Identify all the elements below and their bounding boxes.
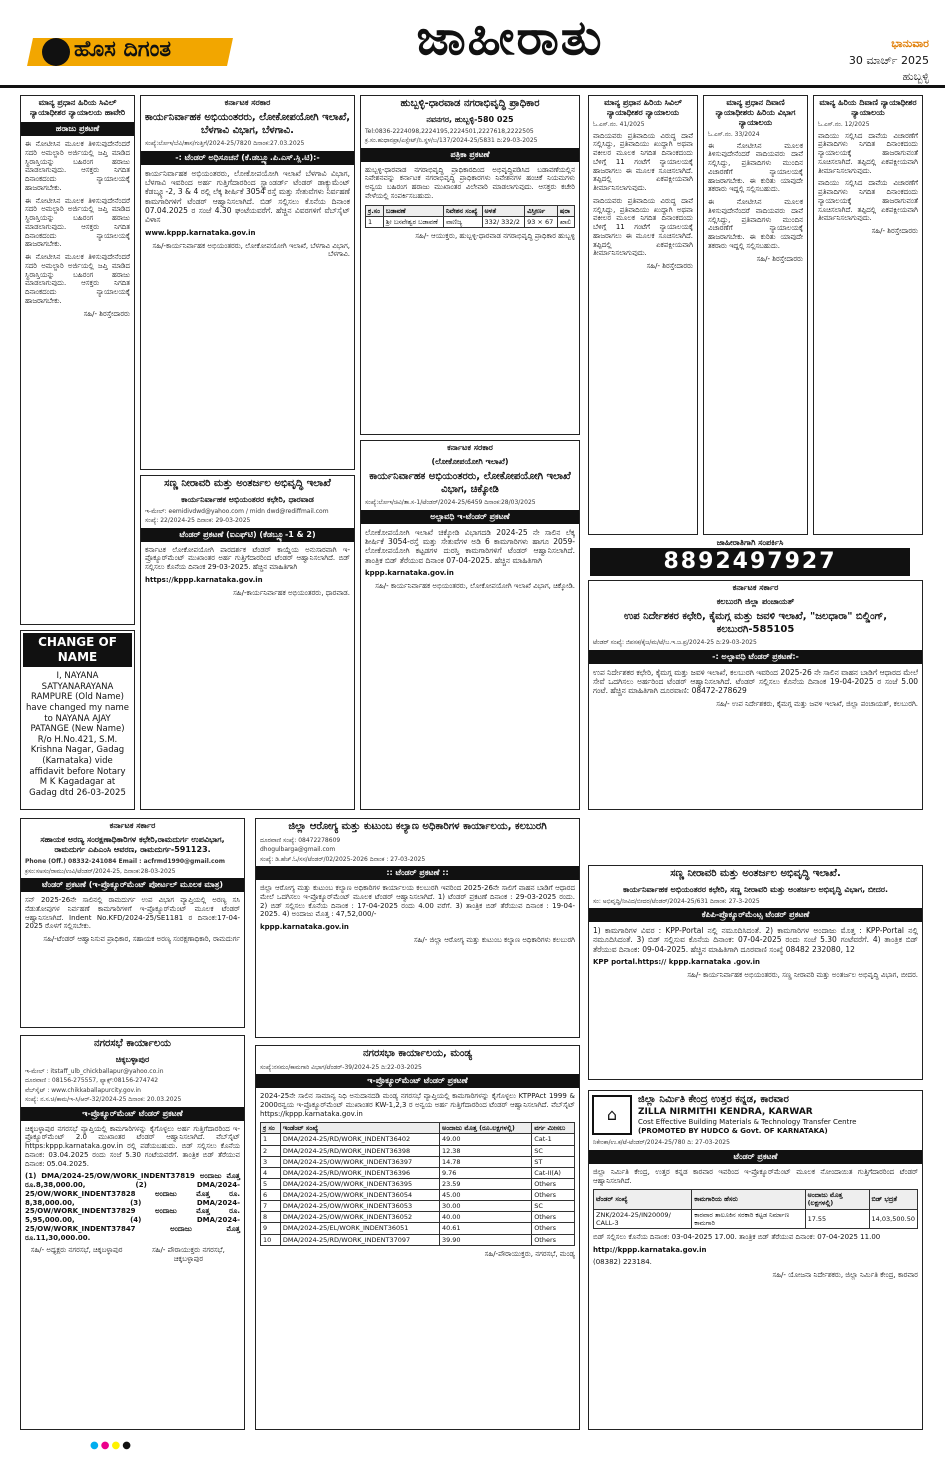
ref-number: ಟೆಂಡರ್ ಸಂಖ್ಯೆ: ಜಿಪಸಕ/ಕೈಜ/ಮ/ಟೆ/ಬ.ಇ.ಜ.ಪ್ರ/2024-25 ದಿ:29-03-2025 (593, 639, 757, 646)
table-cell: 23.59 (439, 1178, 531, 1189)
table-row (261, 1167, 575, 1178)
tender-table (593, 1189, 918, 1229)
table-header: ಬಿಡ್ ಭದ್ರತೆ (869, 1190, 917, 1209)
table-cell: DMA/2024-25/RD/WORK_INDENT36402 (280, 1134, 439, 1145)
pwd-chikkodi-tender (360, 440, 580, 810)
table-row (366, 216, 575, 227)
change-of-name-title: CHANGE OF NAME (23, 633, 132, 667)
office-name: ನಗರಸಭೆ ಕಾರ್ಯಾಲಯ (94, 1038, 171, 1049)
tender-website: kppp.karnataka.gov.in (260, 923, 349, 931)
dept-header: ಸಣ್ಣ ನೀರಾವರಿ ಮತ್ತು ಅಂತರ್ಜಲ ಅಭಿವೃದ್ಧಿ ಇಲಾಖೆ. (670, 868, 841, 879)
court-body: ವಾದಿಯು ಸಲ್ಲಿಸಿದ ದಾವೆಯ ವಿಚಾರಣೆಗೆ ಪ್ರತಿವಾದಿಗಳು ನಿಗದಿತ ದಿನಾಂಕದಂದು ನ್ಯಾಯಾಲಯಕ್ಕೆ ಹಾಜರಾಗುವಂತೆ ಸೂಚಿಸಲಾಗಿದೆ. ತಪ್ಪಿದಲ್ಲಿ ಏಕಪಕ್ಷೀಯವಾಗಿ ತೀರ್ಮಾನಿಸಲಾಗುವುದು. (818, 131, 918, 175)
tender-sign: ಸಹಿ/- ಜಿಲ್ಲಾ ಆರೋಗ್ಯ ಮತ್ತು ಕುಟುಂಬ ಕಲ್ಯಾಣ ಅಧಿಕಾರಿಗಳು ಕಲಬುರಗಿ (413, 935, 575, 944)
table-cell: Others (532, 1212, 575, 1223)
table-cell: 40.61 (439, 1223, 531, 1234)
table-header: ಅಂದಾಜು ಮೊತ್ತ (ಲಕ್ಷಗಳಲ್ಲಿ) (805, 1190, 869, 1209)
notice-body: ಹುಬ್ಬಳ್ಳಿ-ಧಾರವಾಡ ನಗರಾಭಿವೃದ್ಧಿ ಪ್ರಾಧಿಕಾರದಿಂದ ಅಭಿವೃದ್ಧಿಪಡಿಸಿದ ಬಡಾವಣೆಯಲ್ಲಿನ ನಿವೇಶನವನ್ನು ಕರ್ನಾಟಕ ನಗರಾಭಿವೃದ್ಧಿ ಪ್ರಾಧಿಕಾರಗಳು ನಿವೇಶನಗಳ ಹಂಚಿಕೆ ನಿಯಮಗಳು ಅನ್ವಯ ಬಹಿರಂಗ ಹರಾಜು ಮುಖಾಂತರ ವಿಲೇವಾರಿ ಮಾಡಲಾಗುವುದು. ಆಸಕ್ತರು ಕಚೇರಿ ವೇಳೆಯಲ್ಲಿ ಸಂಪರ್ಕಿಸಬಹುದು. (365, 165, 575, 200)
court-ref: ಓ.ಎಸ್.ನಂ. 41/2025 (593, 121, 645, 128)
tender-title: ಟೆಂಡರ್ ಪ್ರಕಟಣೆ (ಇ-ಪ್ರೊಕ್ಯೂರ್‌ಮೆಂಟ್ ಪೋರ್ಟಲ್ ಮೂಲಕ ಮಾತ್ರ) (21, 878, 244, 892)
tender-title: ಕೆಪಿಪಿ-ಪ್ರೊಕ್ಯೂರ್‌ಮೆಂಟ್ಸ ಟೆಂಡರ್ ಪ್ರಕಟಣೆ (589, 908, 922, 922)
change-of-name-body: I, NAYANA SATYANARAYANA RAMPURE (Old Name) have changed my name to NAYANA AJAY PATANGE (New Name) R/o H.No.421, S.M. Krishna Nagar, Gadag (Karnataka) vide affidavit before Notary M K Kagadagar at Gadag dtd 26-03-2025 (25, 671, 130, 798)
sign-commissioner: ಸಹಿ/- ಪೌರಾಯುಕ್ತರು ನಗರಸಭೆ, ಚಿಕ್ಕಬಳ್ಳಾಪುರ (151, 1246, 225, 1263)
table-cell: 45.00 (439, 1190, 531, 1201)
logo-emblem-icon (42, 38, 70, 66)
tender-body: ಜಿಲ್ಲಾ ಆರೋಗ್ಯ ಮತ್ತು ಕುಟುಂಬ ಕಲ್ಯಾಣ ಅಧಿಕಾರಿಗಳ ಕಾರ್ಯಾಲಯ ಕಲಬುರಗಿ ಇವರಿಂದ 2025-26ನೇ ಸಾಲಿಗೆ ವಾಹನ ಬಾಡಿಗೆ ಆಧಾರದ ಮೇಲೆ ಒದಗಿಸಲು ಇ-ಪ್ರೊಕ್ಯೂರ್‌ಮೆಂಟ್ ಮೂಲಕ ಟೆಂಡರ್ ಆಹ್ವಾನಿಸಲಾಗಿದೆ. 1) ಟೆಂಡರ್ ಪ್ರಕಟಣೆ ದಿನಾಂಕ : 29-03-2025 ರಂದು. 2) ಬಿಡ್ ಸಲ್ಲಿಸಲು ಕೊನೆಯ ದಿನಾಂಕ : 17-04-2025 ರಂದು 4.00 ವರೆಗೆ. 3) ತಾಂತ್ರಿಕ ಬಿಡ್ ತೆರೆಯುವ ದಿನಾಂಕ : 19-04-2025. 4) ಅಂದಾಜು ಮೊತ್ತ : 47,52,000/- (260, 884, 575, 919)
tender-body: ಜಿಲ್ಲಾ ನಿರ್ಮಿತಿ ಕೇಂದ್ರ, ಉತ್ತರ ಕನ್ನಡ ಕಾರವಾರ ಇವರಿಂದ ಇ-ಪ್ರೊಕ್ಯೂರ್‌ಮೆಂಟ್ ಮೂಲಕ ನೋಂದಾಯಿತ ಗುತ್ತಿಗೆದಾರರಿಂದ ಟೆಂಡರ್ ಆಹ್ವಾನಿಸಲಾಗಿದೆ. (593, 1167, 918, 1185)
table-cell: 17.55 (805, 1209, 869, 1228)
tender-body: 2024-25ನೇ ಸಾಲಿನ ಸಾಮಾನ್ಯ ನಿಧಿ ಅನುದಾನದಡಿ ಮಂಡ್ಯ ನಗರಸಭೆ ವ್ಯಾಪ್ತಿಯಲ್ಲಿ ಕಾಮಗಾರಿಗಳನ್ನು ಕೈಗೊಳ್ಳಲು KTPPAct 1999 & 2000ರನ್ವಯ ಇ-ಪ್ರೊಕ್ಯೂರ್‌ಮೆಂಟ್ ಮುಖಾಂತರ KW-1,2,3 ರ ಅನ್ವಯ ಅರ್ಹ ಗುತ್ತಿಗೆದಾರರಿಂದ ಟೆಂಡರ್ ಆಹ್ವಾನಿಸಲಾಗಿದೆ. ವೆಬ್‌ಸೈಟ್ https://kppp.karnataka.gov.in (260, 1092, 575, 1118)
court-sub: ಹರಾಜು ಪ್ರಕಟಣೆ (21, 122, 134, 136)
office-name: ಉಪ ನಿರ್ದೇಶಕರ ಕಛೇರಿ, ಕೈಮಗ್ಗ ಮತ್ತು ಜವಳಿ ಇಲಾಖೆ, "ಜಲಧಾರಾ" ಬಿಲ್ಡಿಂಗ್, ಕಲಬುರಗಿ-585105 (623, 611, 888, 635)
court-header: ಮಾನ್ಯ ಪ್ರಧಾನ ಹಿರಿಯ ಸಿವಿಲ್ ನ್ಯಾಯಾಧೀಶರ ನ್ಯಾಯಾಲಯ (604, 98, 682, 117)
tender-title: ಇ-ಪ್ರೊಕ್ಯೂರ್‌ಮೆಂಟ್ ಟೆಂಡರ್ ಪ್ರಕಟಣೆ (21, 1107, 244, 1121)
table-cell: Others (532, 1190, 575, 1201)
table-cell: ಕಾರವಾರ ತಾಲೂಕಿನ ಸರಕಾರಿ ಕಟ್ಟಡ ನಿರ್ಮಾಣ ಕಾಮಗಾರಿ (692, 1209, 805, 1228)
court-sign: ಸಹಿ/- ಶಿರಸ್ತೇದಾರರು (646, 262, 693, 270)
ad-contact-label: ಜಾಹೀರಾತಿಗಾಗಿ ಸಂಪರ್ಕಿಸಿ (716, 538, 784, 547)
change-of-name-notice (20, 630, 135, 810)
ref-number: ಸಂಖ್ಯೆ:ನಸಮಂ/ಕಾಮಗಾರಿ ವಿಭಾಗ/ಟೆಂಡರ್-39/2024-25 ದಿ:22-03-2025 (260, 1063, 422, 1071)
table-cell: 332/ 332/2 (482, 216, 525, 227)
table-header: ವಿಸ್ತೀರ್ಣ (525, 205, 558, 216)
tender-title: ಟೆಂಡರ್ ಪ್ರಕಟಣೆ (589, 1150, 922, 1164)
table-cell: 2 (261, 1145, 281, 1156)
table-cell: 39.90 (439, 1234, 531, 1245)
table-cell: SC (532, 1145, 575, 1156)
tender-body: 1) ಕಾಮಗಾರಿಗಳ ವಿವರ : KPP-Portal ನಲ್ಲಿ ನಮೂದಿಸಿದಂತೆ. 2) ಕಾಮಗಾರಿಗಳ ಅಂದಾಜು ಮೊತ್ತ : KPP-Portal ನಲ್ಲಿ ನಮೂದಿಸಿದಂತೆ. 3) ಬಿಡ್ ಸಲ್ಲಿಸುವ ಕೊನೆಯ ದಿನಾಂಕ: 07-04-2025 ರಂದು ಸಂಜೆ 5.30 ಗಂಟೆವರೆಗೆ. 4) ತಾಂತ್ರಿಕ ಬಿಡ್ ತೆರೆಯುವ ದಿನಾಂಕ: 09-04-2025. ಹೆಚ್ಚಿನ ಮಾಹಿತಿಗಾಗಿ ದೂರವಾಣಿ ಸಂಖ್ಯೆ 08482 232080, 12 (593, 926, 918, 954)
court-ref: ಓ.ಎಸ್.ನಂ. 12/2025 (818, 121, 870, 128)
masthead (0, 0, 945, 88)
tender-sign: ಸಹಿ/- ಉಪ ನಿರ್ದೇಶಕರು, ಕೈಮಗ್ಗ ಮತ್ತು ಜವಳಿ ಇಲಾಖೆ, ಜಿಲ್ಲಾ ಪಂಚಾಯತ್, ಕಲಬುರಗಿ. (716, 699, 918, 708)
table-cell: 14.78 (439, 1156, 531, 1167)
table-header: ಬಡಾವಣೆ (383, 205, 443, 216)
table-header: ವರ್ಗ ಮೀಸಲು (532, 1123, 575, 1134)
tender-website: kppp.karnataka.gov.in (365, 569, 454, 577)
court-body-extra-2: ಈ ನೋಟೀಸಿನ ಮೂಲಕ ತಿಳಿಸುವುದೇನೆಂದರೆ ಸದರಿ ಅಮಲ್ಜಾರಿ ಅರ್ಜಿಯಲ್ಲಿ ಜಪ್ತಿ ಮಾಡಿದ ಸ್ಥಿರಾಸ್ತಿಯನ್ನು ಬಹಿರಂಗ ಹರಾಜು ಮಾಡಲಾಗುವುದು. ಆಸಕ್ತರು ನಿಗದಿತ ದಿನಾಂಕದಂದು ನ್ಯಾಯಾಲಯಕ್ಕೆ ಹಾಜರಾಗಬೇಕು. (25, 253, 130, 305)
court-sign: ಸಹಿ/- ಶಿರಸ್ತೇದಾರರು (756, 254, 803, 263)
table-cell: DMA/2024-25/OW/WORK_INDENT36053 (280, 1201, 439, 1212)
chikkaballapur-tender (20, 1035, 245, 1430)
office-city: ಚಿಕ್ಕಬಳ್ಳಾಪುರ (115, 1054, 150, 1064)
authority-tel: Tel:0836-2224098,2224195,2224501,2227618,2222505 (365, 127, 534, 135)
govt-header: ಕರ್ನಾಟಕ ಸರ್ಕಾರ (109, 821, 156, 830)
tender-body: ಉಪ ನಿರ್ದೇಶಕರ ಕಛೇರಿ, ಕೈಮಗ್ಗ ಮತ್ತು ಜವಳಿ ಇಲಾಖೆ, ಕಲಬುರಗಿ ಇವರಿಂದ 2025-26 ನೇ ಸಾಲಿನ ವಾಹನ ಬಾಡಿಗೆ ಆಧಾರದ ಮೇಲೆ ಸೇವೆ ಒದಗಿಸಲು ಅರ್ಹರಿಂದ ಟೆಂಡರ್ ಆಹ್ವಾನಿಸಲಾಗಿದೆ. ಟೆಂಡರ್ ಸಲ್ಲಿಸಲು ಕೊನೆಯ ದಿನಾಂಕ 19-04-2025 ರ ಸಂಜೆ 5.00 ಗಂಟೆ. ಹೆಚ್ಚಿನ ಮಾಹಿತಿಗಾಗಿ ದೂರವಾಣಿ: 08472-278629 (593, 667, 918, 696)
dept-office: ಕಾರ್ಯನಿರ್ವಾಹಕ ಅಭಿಯಂತರರ ಕಛೇರಿ, ಧಾರವಾಡ (181, 494, 314, 504)
table-cell: ZNK/2024-25/IN20009/ CALL-3 (594, 1209, 692, 1228)
table-cell: 9.76 (439, 1167, 531, 1178)
tender-body: ಸನ್ 2025-26ನೇ ಸಾಲಿನಲ್ಲಿ ರಾಮದುರ್ಗ ಉಪ ವಿಭಾಗ ವ್ಯಾಪ್ತಿಯಲ್ಲಿ ಅರಣ್ಯ ಸಸಿ ನೆಡುತೋಪುಗಳ ನಿರ್ವಹಣೆ ಕಾಮಗಾರಿಗಳಿಗೆ ಇ-ಪ್ರೊಕ್ಯೂರ್‌ಮೆಂಟ್ ಮೂಲಕ ಟೆಂಡರ್ ಆಹ್ವಾನಿಸಲಾಗಿದೆ. Indent No.KFD/2024-25/SE1181 ರ ದಿನಾಂಕ:17-04-2025 ರೊಳಗೆ ಸಲ್ಲಿಸಬೇಕು. (25, 896, 240, 931)
govt-sub: ಕಲಬುರಗಿ ಜಿಲ್ಲಾ ಪಂಚಾಯತ್ (716, 597, 795, 606)
table-cell: DMA/2024-25/RD/WORK_INDENT36398 (280, 1145, 439, 1156)
notice-title: ಪತ್ರಿಕಾ ಪ್ರಕಟಣೆ (361, 148, 579, 162)
table-cell: 3 (261, 1156, 281, 1167)
table-cell: 7 (261, 1201, 281, 1212)
tender-items: (1) DMA/2024-25/OW/WORK_INDENT37819 ಅಂದಾಜು ಮೊತ್ತ ರೂ.8,38,000.00, (2) DMA/2024-25/OW/WORK_INDENT37828 ಅಂದಾಜು ಮೊತ್ತ ರೂ. 8,38,000.00, (3) DMA/2024-25/OW/WORK_INDENT37829 ಅಂದಾಜು ಮೊತ್ತ ರೂ. 5,95,000.00, (4) DMA/2024-25/OW/WORK_INDENT37847 ಅಂದಾಜು ಮೊತ್ತ ರೂ.11,30,000.00. (25, 1172, 240, 1242)
tender-sign: ಸಹಿ/- ಕಾರ್ಯನಿರ್ವಾಹಕ ಅಭಿಯಂತರರು, ಲೋಕೋಪಯೋಗಿ ಇಲಾಖೆ ವಿಭಾಗ, ಚಿಕ್ಕೋಡಿ. (375, 581, 575, 590)
table-cell: Others (532, 1223, 575, 1234)
court-body-extra: ಈ ನೋಟೀಸಿನ ಮೂಲಕ ತಿಳಿಸುವುದೇನೆಂದರೆ ಸದರಿ ಅಮಲ್ಜಾರಿ ಅರ್ಜಿಯಲ್ಲಿ ಜಪ್ತಿ ಮಾಡಿದ ಸ್ಥಿರಾಸ್ತಿಯನ್ನು ಬಹಿರಂಗ ಹರಾಜು ಮಾಡಲಾಗುವುದು. ಆಸಕ್ತರು ನಿಗದಿತ ದಿನಾಂಕದಂದು ನ್ಯಾಯಾಲಯಕ್ಕೆ ಹಾಜರಾಗಬೇಕು. (25, 196, 130, 249)
table-cell: DMA/2024-25/RD/WORK_INDENT37097 (280, 1234, 439, 1245)
org-sub: Cost Effective Building Materials & Technology Transfer Centre (638, 1117, 857, 1126)
tender-title: :: ಟೆಂಡರ್ ಪ್ರಕಟಣೆ :: (256, 866, 579, 880)
table-row (261, 1201, 575, 1212)
govt-header: ಕರ್ನಾಟಕ ಸರ್ಕಾರ (732, 583, 779, 592)
logo-text: ಹೊಸ ದಿಗಂತ (74, 37, 172, 62)
authority-address: ನವನಗರ, ಹುಬ್ಬಳ್ಳಿ-580 025 (426, 114, 514, 124)
office-tel: ದೂರವಾಣಿ ಸಂಖ್ಯೆ: 08472278609 (260, 836, 341, 844)
court-notice-1 (20, 95, 135, 625)
court-header: ಮಾನ್ಯ ಪ್ರಧಾನ ಹಿರಿಯ ಸಿವಿಲ್ ನ್ಯಾಯಾಧೀಶರ ನ್ಯಾಯಾಲಯ ಹಾವೇರಿ (29, 98, 126, 117)
tender-sign: ಸಹಿ/-ಕಾರ್ಯನಿರ್ವಾಹಕ ಅಭಿಯಂತರರು, ಲೋಕೋಪಯೋಗಿ ಇಲಾಖೆ, ಬೆಳಗಾವಿ ವಿಭಾಗ, ಬೆಳಗಾವಿ. (152, 241, 350, 259)
issue-date-text: 30 ಮಾರ್ಚ್ 2025 (848, 53, 929, 67)
table-cell: DMA/2024-25/OW/WORK_INDENT36054 (280, 1190, 439, 1201)
table-header: ಅಳತೆ (482, 205, 525, 216)
table-cell: DMA/2024-25/OW/WORK_INDENT36397 (280, 1156, 439, 1167)
court-body-extra: ವಾದಿಯು ಸಲ್ಲಿಸಿದ ದಾವೆಯ ವಿಚಾರಣೆಗೆ ಪ್ರತಿವಾದಿಗಳು ನಿಗದಿತ ದಿನಾಂಕದಂದು ನ್ಯಾಯಾಲಯಕ್ಕೆ ಹಾಜರಾಗುವಂತೆ ಸೂಚಿಸಲಾಗಿದೆ. ತಪ್ಪಿದಲ್ಲಿ ಏಕಪಕ್ಷೀಯವಾಗಿ ತೀರ್ಮಾನಿಸಲಾಗುವುದು. (818, 179, 918, 223)
office-name: ಕಾರ್ಯನಿರ್ವಾಹಕ ಅಭಿಯಂತರರು, ಲೋಕೋಪಯೋಗಿ ಇಲಾಖೆ ವಿಭಾಗ, ಚಿಕ್ಕೋಡಿ (369, 471, 571, 495)
kalaburagi-handloom-tender (588, 580, 923, 810)
table-cell: 9 (261, 1223, 281, 1234)
org-name-en: ZILLA NIRMITHI KENDRA, KARWAR (638, 1106, 813, 1117)
minor-irrigation-tender (140, 475, 355, 810)
table-cell: 6 (261, 1190, 281, 1201)
sign-president: ಸಹಿ/- ಅಧ್ಯಕ್ಷರು ನಗರಸಭೆ, ಚಿಕ್ಕಬಳ್ಳಾಪುರ (30, 1246, 123, 1255)
ad-contact-number: 8892497927 (590, 548, 910, 576)
ref-number: ಸಂ: ಅಭಿವೃದ್ಧಿ/ನೀವಿದ/ಬೀದರ/ಟೆಂಡರ್/2024-25/631 ದಿನಾಂಕ: 27-3-2025 (593, 897, 760, 905)
ref-number: ಸಂಖ್ಯೆ:ಲೋಇ/ಚಿವಿ/ತಾ.ಸ-1/ಟೆಂಡರ್/2024-25/6459 ದಿನಾಂಕ:28/03/2025 (365, 499, 536, 506)
table-cell: 93 × 67 (525, 216, 558, 227)
court-sign: ಸಹಿ/- ಶಿರಸ್ತೇದಾರರು (871, 227, 918, 235)
tender-website: www.kppp.karnataka.gov.in (145, 228, 256, 237)
table-row (261, 1156, 575, 1167)
indent-table (260, 1122, 575, 1245)
ref-number: ನಿಕೇಂಕಾ/ಉ.ಕ/ಟೆ-ಟೆಂಡರ್/2024-25/780 ದಿ: 27-03-2025 (593, 1139, 730, 1147)
office-name: ಕಾರ್ಯನಿರ್ವಾಹಕ ಅಭಿಯಂತರರು, ಲೋಕೋಪಯೋಗಿ ಇಲಾಖೆ, ಬೆಳಗಾವಿ ವಿಭಾಗ, ಬೆಳಗಾವಿ. (144, 112, 351, 136)
table-row (594, 1209, 918, 1228)
office-website: ವೆಬ್‌ಸೈಟ್ : www.chikkaballapurcity.gov.in (25, 1086, 141, 1094)
tender-body: ಚಿಕ್ಕಬಳ್ಳಾಪುರ ನಗರಸಭೆ ವ್ಯಾಪ್ತಿಯಲ್ಲಿ ಕಾಮಗಾರಿಗಳನ್ನು ಕೈಗೊಳ್ಳಲು ಅರ್ಹ ಗುತ್ತಿಗೆದಾರರಿಂದ ಇ-ಪ್ರೊಕ್ಯೂರ್‌ಮೆಂಟ್ 2.0 ಮುಖಾಂತರ ಟೆಂಡರ್ ಆಹ್ವಾನಿಸಲಾಗಿದೆ. ವೆಬ್‌ಸೈಟ್ https:kppp.karnataka.gov.in ರಲ್ಲಿ ಪಡೆಯಬಹುದು. ಬಿಡ್ ಸಲ್ಲಿಸಲು ಕೊನೆಯ ದಿನಾಂಕ: 03.04.2025 ರಂದು ಸಂಜೆ 5.30 ಗಂಟೆಯವರೆಗೆ. ತಾಂತ್ರಿಕ ಬಿಡ್ ತೆರೆಯುವ ದಿನಾಂಕ: 05.04.2025. (25, 1124, 240, 1168)
table-cell: DMA/2024-25/OW/WORK_INDENT36052 (280, 1212, 439, 1223)
table-cell: Cat-1 (532, 1134, 575, 1145)
table-cell: 14,03,500.50 (869, 1209, 917, 1228)
office-email: dhogulbarga@gmail.com (260, 846, 336, 853)
tender-website: http://kppp.karnataka.gov.in (593, 1245, 707, 1254)
newspaper-logo (30, 30, 230, 80)
nirmithi-kendra-tender (588, 1090, 923, 1430)
table-cell: 10 (261, 1234, 281, 1245)
court-body-extra: ಈ ನೋಟೀಸಿನ ಮೂಲಕ ತಿಳಿಸುವುದೇನೆಂದರೆ ವಾದಿಯವರು ದಾವೆ ಸಲ್ಲಿಸಿದ್ದು, ಪ್ರತಿವಾದಿಗಳು ಮುಂದಿನ ವಿಚಾರಣೆಗೆ ನ್ಯಾಯಾಲಯಕ್ಕೆ ಹಾಜರಾಗಬೇಕು. ಈ ಕುರಿತು ಯಾವುದೇ ತಕರಾರು ಇದ್ದಲ್ಲಿ ಸಲ್ಲಿಸಬಹುದು. (708, 198, 803, 250)
office-phone: Phone (Off.) 08332-241084 Email : acfrmd1990@gmail.com (25, 858, 225, 865)
table-cell: ST (532, 1156, 575, 1167)
tender-title: -: ಅಲ್ಪಾವಧಿ ಟೆಂಡರ್ ಪ್ರಕಟಣೆ:- (589, 650, 922, 664)
forest-ramdurg-tender (20, 818, 245, 1028)
issue-date (809, 36, 929, 86)
court-body: ಈ ನೋಟೀಸಿನ ಮೂಲಕ ತಿಳಿಸುವುದೇನೆಂದರೆ ಸದರಿ ಅಮಲ್ಜಾರಿ ಅರ್ಜಿಯಲ್ಲಿ ಜಪ್ತಿ ಮಾಡಿದ ಸ್ಥಿರಾಸ್ತಿಯನ್ನು ಬಹಿರಂಗ ಹರಾಜು ಮಾಡಲಾಗುವುದು. ಆಸಕ್ತರು ನಿಗದಿತ ದಿನಾಂಕದಂದು ನ್ಯಾಯಾಲಯಕ್ಕೆ ಹಾಜರಾಗಬೇಕು. (25, 140, 130, 192)
ref-number: ಸಂಖ್ಯೆ: ನ.ಸ.ಚಿ/ಕಾಮ/ಇ-ಸಿ/ಆರ್-32/2024-25 ದಿನಾಂಕ: 20.03.2025 (25, 1096, 182, 1103)
table-cell: ಶ್ರೀ ಬಸವೇಶ್ವರ ಬಡಾವಣೆ (383, 216, 443, 227)
office-name: ನಗರಸಭಾ ಕಾರ್ಯಾಲಯ, ಮಂಡ್ಯ (362, 1048, 473, 1059)
ref-number: ಕ್ರ.ಸಂ.ಹುಧಾನಪ್ರಾ/ಎಸ್ಟೇಟ್/ನಿ.ಸ್ಥಳ/ಬ/137/2024-25/5831 ದಿ:29-03-2025 (365, 137, 538, 144)
tender-sign: ಸಹಿ/-ಟೆಂಡರ್ ಆಹ್ವಾನಿಸುವ ಪ್ರಾಧಿಕಾರ, ಸಹಾಯಕ ಅರಣ್ಯ ಸಂರಕ್ಷಣಾಧಿಕಾರಿ, ರಾಮದುರ್ಗ (43, 935, 240, 943)
org-promo: (PROMOTED BY HUDCO & Govt. OF KARNATAKA) (638, 1126, 828, 1135)
ref-number: ಕ್ರಸಂ:ಸಅಸಂ/ರಾಮು/ಉವಿ/ಟೆಂಡರ್/2024-25, ದಿನಾಂಕ:28-03-2025 (25, 867, 176, 875)
table-cell: DMA/2024-25/EL/WORK_INDENT36051 (280, 1223, 439, 1234)
court-ref: ಓ.ಎಸ್.ನಂ. 33/2024 (708, 131, 760, 138)
tender-sign: ಸಹಿ/-ಪೌರಾಯುಕ್ತರು, ನಗರಸಭೆ, ಮಂಡ್ಯ (484, 1249, 575, 1258)
court-header: ಮಾನ್ಯ ಹಿರಿಯ ದಿವಾಣಿ ನ್ಯಾಯಾಧೀಶರ ನ್ಯಾಯಾಲಯ (819, 98, 917, 117)
tender-sign: ಸಹಿ/- ಕಾರ್ಯನಿರ್ವಾಹಕ ಅಭಿಯಂತರರು, ಸಣ್ಣ ನೀರಾವರಿ ಮತ್ತು ಅಂತರ್ಜಲ ಅಭಿವೃದ್ಧಿ ವಿಭಾಗ, ಬೀದರ. (687, 970, 918, 979)
office-name: ಜಿಲ್ಲಾ ಆರೋಗ್ಯ ಮತ್ತು ಕುಟುಂಬ ಕಲ್ಯಾಣ ಅಧಿಕಾರಿಗಳ ಕಾರ್ಯಾಲಯ, ಕಲಬುರಗಿ (288, 821, 547, 832)
office-name: ಕಾರ್ಯನಿರ್ವಾಹಕ ಅಭಿಯಂತರರ ಕಛೇರಿ, ಸಣ್ಣ ನೀರಾವರಿ ಮತ್ತು ಅಂತರ್ಜಲ ಅಭಿವೃದ್ಧಿ ವಿಭಾಗ, ಬೀದರ. (622, 884, 889, 894)
tender-website: https://kppp.karnataka.gov.in (145, 575, 263, 584)
court-notice-3 (703, 95, 808, 535)
table-cell: DMA/2024-25/RD/WORK_INDENT36396 (280, 1167, 439, 1178)
org-name-kn: ಜಿಲ್ಲಾ ನಿರ್ಮಿತಿ ಕೇಂದ್ರ ಉತ್ತರ ಕನ್ನಡ, ಕಾರವಾರ (638, 1094, 789, 1105)
table-cell: SC (532, 1201, 575, 1212)
court-body-extra: ವಾದಿಯವರು ಪ್ರತಿವಾದಿಯ ವಿರುದ್ಧ ದಾವೆ ಸಲ್ಲಿಸಿದ್ದು, ಪ್ರತಿವಾದಿಯು ಖುದ್ದಾಗಿ ಅಥವಾ ವಕೀಲರ ಮೂಲಕ ನಿಗದಿತ ದಿನಾಂಕದಂದು ಬೆಳಿಗ್ಗೆ 11 ಗಂಟೆಗೆ ನ್ಯಾಯಾಲಯಕ್ಕೆ ಹಾಜರಾಗಲು ಈ ಮೂಲಕ ಸೂಚಿಸಲಾಗಿದೆ. ತಪ್ಪಿದಲ್ಲಿ ಏಕಪಕ್ಷೀಯವಾಗಿ ತೀರ್ಮಾನಿಸಲಾಗುವುದು. (593, 196, 693, 258)
tender-body: ಕರ್ನಾಟಕ ಲೋಕೋಪಯೋಗಿ ಪಾರದರ್ಶಕ ಟೆಂಡರ್ ಕಾಯ್ದೆಯ ಅನುಸಾರವಾಗಿ ಇ-ಪ್ರೊಕ್ಯೂರ್‌ಮೆಂಟ್ ಮುಖಾಂತರ ಅರ್ಹ ಗುತ್ತಿಗೆದಾರರಿಂದ ಟೆಂಡರ್ ಆಹ್ವಾನಿಸಲಾಗಿದೆ. ಬಿಡ್ ಸಲ್ಲಿಸಲು ಕೊನೆಯ ದಿನಾಂಕ 29-03-2025. ಹೆಚ್ಚಿನ ಮಾಹಿತಿಗಾಗಿ (145, 545, 350, 571)
table-cell: Others (532, 1178, 575, 1189)
tender-sign: ಸಹಿ/- ಯೋಜನಾ ನಿರ್ದೇಶಕರು, ಜಿಲ್ಲಾ ನಿರ್ಮಿತಿ ಕೇಂದ್ರ, ಕಾರವಾರ (772, 1271, 918, 1279)
issue-city: ಹುಬ್ಬಳ್ಳಿ (902, 70, 929, 83)
dept-header: ಸಣ್ಣ ನೀರಾವರಿ ಮತ್ತು ಅಂತರ್ಜಲ ಅಭಿವೃದ್ಧಿ ಇಲಾಖೆ (164, 478, 331, 489)
table-row (261, 1145, 575, 1156)
tender-dates: ಬಿಡ್ ಸಲ್ಲಿಸಲು ಕೊನೆಯ ದಿನಾಂಕ: 03-04-2025 17.00. ತಾಂತ್ರಿಕ ಬಿಡ್ ತೆರೆಯುವ ದಿನಾಂಕ: 07-04-2025 11.00 (593, 1232, 881, 1241)
table-row (261, 1234, 575, 1245)
table-cell: 5 (261, 1178, 281, 1189)
table-cell: 40.00 (439, 1212, 531, 1223)
table-header: ಇಂಡೆಂಟ್ ಸಂಖ್ಯೆ (280, 1123, 439, 1134)
ref-number: ಸಂಖ್ಯೆ: ಡಿ.ಹೆಚ್.ಓ/ಸಸ/ಟೆಂಡರ್/02/2025-2026 ದಿನಾಂಕ : 27-03-2025 (260, 855, 426, 863)
print-registration-marks: ●●●● (90, 1440, 133, 1451)
table-cell: 12.38 (439, 1145, 531, 1156)
govt-header: ಕರ್ನಾಟಕ ಸರಕಾರ (224, 98, 271, 107)
table-cell: 1 (261, 1134, 281, 1145)
court-notice-2 (588, 95, 698, 535)
authority-header: ಹುಬ್ಬಳ್ಳಿ-ಧಾರವಾಡ ನಗರಾಭಿವೃದ್ಧಿ ಪ್ರಾಧಿಕಾರ (400, 98, 540, 109)
dept-email: ಇ-ಮೇಲ್: eemidivdwd@yahoo.com / midn dwd@rediffmail.com (145, 507, 329, 515)
table-cell: 4 (261, 1167, 281, 1178)
court-body: ವಾದಿಯವರು ಪ್ರತಿವಾದಿಯ ವಿರುದ್ಧ ದಾವೆ ಸಲ್ಲಿಸಿದ್ದು, ಪ್ರತಿವಾದಿಯು ಖುದ್ದಾಗಿ ಅಥವಾ ವಕೀಲರ ಮೂಲಕ ನಿಗದಿತ ದಿನಾಂಕದಂದು ಬೆಳಿಗ್ಗೆ 11 ಗಂಟೆಗೆ ನ್ಯಾಯಾಲಯಕ್ಕೆ ಹಾಜರಾಗಲು ಈ ಮೂಲಕ ಸೂಚಿಸಲಾಗಿದೆ. ತಪ್ಪಿದಲ್ಲಿ ಏಕಪಕ್ಷೀಯವಾಗಿ ತೀರ್ಮಾನಿಸಲಾಗುವುದು. (593, 131, 693, 192)
table-cell: DMA/2024-25/OW/WORK_INDENT36395 (280, 1178, 439, 1189)
court-sign: ಸಹಿ/- ಶಿರಸ್ತೇದಾರರು (83, 309, 130, 318)
tender-body: ಕಾರ್ಯನಿರ್ವಾಹಕ ಅಭಿಯಂತರರು, ಲೋಕೋಪಯೋಗಿ ಇಲಾಖೆ ಬೆಳಗಾವಿ ವಿಭಾಗ, ಬೆಳಗಾವಿ ಇವರಿಂದ ಅರ್ಹ ಗುತ್ತಿಗೆದಾರರಿಂದ ಸ್ಟ್ಯಾಂಡರ್ಡ್ ಟೆಂಡರ್ ಡಾಕ್ಯುಮೆಂಟ್ ಕೆಡಬ್ಲ್ಯೂ-2, 3 & 4 ರಲ್ಲಿ ಲೆಕ್ಕ ಶೀರ್ಷಿಕೆ 3054 ರಸ್ತೆ ಮತ್ತು ಸೇತುವೆಗಳು ನಿರ್ವಹಣೆ ಕಾಮಗಾರಿಗಳಿಗೆ ಟೆಂಡರ್ ಆಹ್ವಾನಿಸಲಾಗಿದೆ. ಬಿಡ್ ಸಲ್ಲಿಸಲು ಕೊನೆಯ ದಿನಾಂಕ 07.04.2025 ರ ಸಂಜೆ 4.30 ಘಂಟೆಯವರೆಗೆ. ಹೆಚ್ಚಿನ ವಿವರಗಳಿಗೆ ವೆಬ್‌ಸೈಟ್ ವಿಳಾಸ (145, 168, 350, 225)
table-row (261, 1178, 575, 1189)
tender-body: ಲೋಕೋಪಯೋಗಿ ಇಲಾಖೆ ಚಿಕ್ಕೋಡಿ ವಿಭಾಗದಡಿ 2024-25 ನೇ ಸಾಲಿನ ಲೆಕ್ಕ ಶೀರ್ಷಿಕೆ 3054-ರಸ್ತೆ ಮತ್ತು ಸೇತುವೆಗಳ ಅಡಿ 6 ಕಾಮಗಾರಿಗಳು ಹಾಗೂ 2059-ಲೋಕೋಪಯೋಗಿ ಕಟ್ಟಡಗಳ ದುರಸ್ತಿ ಕಾಮಗಾರಿಗಳಿಗೆ ಟೆಂಡರ್ ಆಹ್ವಾನಿಸಲಾಗಿದೆ. ತಾಂತ್ರಿಕ ಬಿಡ್ ತೆರೆಯುವ ದಿನಾಂಕ 07-04-2025. ಹೆಚ್ಚಿನ ಮಾಹಿತಿಗಾಗಿ (365, 527, 575, 565)
table-cell: 1 (366, 216, 384, 227)
tender-title: ಅಲ್ಪಾವಧಿ ಇ-ಟೆಂಡರ್ ಪ್ರಕಟಣೆ (361, 510, 579, 524)
court-header: ಮಾನ್ಯ ಪ್ರಧಾನ ದಿವಾಣಿ ನ್ಯಾಯಾಧೀಶರು ಹಿರಿಯ ವಿಭಾಗ ನ್ಯಾಯಾಲಯ (715, 98, 796, 127)
tender-tel: (08382) 223184. (593, 1258, 652, 1267)
table-cell: 49.00 (439, 1134, 531, 1145)
ref-number: ಸಂಖ್ಯೆ: 22/2024-25 ದಿನಾಂಕ: 29-03-2025 (145, 517, 251, 524)
health-kalaburagi-tender (255, 818, 580, 1038)
table-row (261, 1134, 575, 1145)
tender-title: ಟೆಂಡರ್ ಪ್ರಕಟಣೆ (ಐಎಫ್‌ಟಿ) (ಕೆಡಬ್ಲ್ಯೂ-1 & 2) (141, 528, 354, 542)
table-header: ಕ್ರ.ಸಂ (366, 205, 384, 216)
table-row (261, 1190, 575, 1201)
table-cell: 8 (261, 1212, 281, 1223)
table-header: ಟೆಂಡರ್ ಸಂಖ್ಯೆ (594, 1190, 692, 1209)
table-cell: ವಾಣಿಜ್ಯ (443, 216, 482, 227)
plot-table (365, 205, 575, 228)
page-title: ಜಾಹೀರಾತು (416, 10, 604, 66)
table-header: ಕ್ರ ಸಂ (261, 1123, 281, 1134)
table-cell: Others (532, 1234, 575, 1245)
nirmithi-logo-icon: ⌂ (592, 1095, 632, 1135)
table-header: ಕಾಮಗಾರಿಯ ಹೆಸರು (692, 1190, 805, 1209)
tender-website: KPP portal.https:// kppp.karnataka .gov.in (593, 958, 761, 967)
table-cell: Cat-II(A) (532, 1167, 575, 1178)
ref-number: ಸಂಖ್ಯೆ:ಲೋಇ/ಬೆವಿ/ತಾಸ/ಗುತ್ತಿಗೆ/2024-25/7820 ದಿನಾಂಕ:27.03.2025 (145, 140, 305, 147)
notice-sign: ಸಹಿ/- ಆಯುಕ್ತರು, ಹುಬ್ಬಳ್ಳಿ-ಧಾರವಾಡ ನಗರಾಭಿವೃದ್ಧಿ ಪ್ರಾಧಿಕಾರ ಹುಬ್ಬಳ್ಳಿ (415, 231, 575, 240)
office-name: ಸಹಾಯಕ ಅರಣ್ಯ ಸಂರಕ್ಷಣಾಧಿಕಾರಿಗಳ ಕಛೇರಿ,ರಾಮದುರ್ಗ ಉಪವಿಭಾಗ, ರಾಮದುರ್ಗ ಎಪಿಎಂಸಿ ಆವರಣ, ರಾಮದುರ್ಗ-591123. (40, 835, 225, 854)
table-row (261, 1223, 575, 1234)
tender-sign: ಸಹಿ/-ಕಾರ್ಯನಿರ್ವಾಹಕ ಅಭಿಯಂತರರು, ಧಾರವಾಡ. (233, 588, 350, 597)
table-row (261, 1212, 575, 1223)
table-header: ಷರಾ (557, 205, 574, 216)
office-email: ಇ-ಮೇಲ್ : itstaff_ulb_chickballapur@yahoo.co.in (25, 1067, 164, 1075)
govt-sub: (ಲೋಕೋಪಯೋಗಿ ಇಲಾಖೆ) (431, 457, 509, 466)
pwd-belagavi-tender (140, 95, 355, 470)
tender-title: -: ಟೆಂಡರ್ ಅಧಿಸೂಚನೆ (ಕೆ.ಡಬ್ಲ್ಯೂ.ಪಿ.ಎಸ್.ಸ್ಲಿ.ಟಿ):- (141, 151, 354, 165)
mandya-tender (255, 1045, 580, 1430)
hdmc-auction-notice (360, 95, 580, 435)
govt-header: ಕರ್ನಾಟಕ ಸರಕಾರ (447, 443, 493, 452)
court-notice-4 (813, 95, 923, 535)
court-body: ಈ ನೋಟೀಸಿನ ಮೂಲಕ ತಿಳಿಸುವುದೇನೆಂದರೆ ವಾದಿಯವರು ದಾವೆ ಸಲ್ಲಿಸಿದ್ದು, ಪ್ರತಿವಾದಿಗಳು ಮುಂದಿನ ವಿಚಾರಣೆಗೆ ನ್ಯಾಯಾಲಯಕ್ಕೆ ಹಾಜರಾಗಬೇಕು. ಈ ಕುರಿತು ಯಾವುದೇ ತಕರಾರು ಇದ್ದಲ್ಲಿ ಸಲ್ಲಿಸಬಹುದು. (708, 141, 803, 194)
table-header: ನಿವೇಶನ ಸಂಖ್ಯೆ (443, 205, 482, 216)
table-cell: 30.00 (439, 1201, 531, 1212)
tender-title: ಇ-ಪ್ರೊಕ್ಯೂರ್‌ಮೆಂಟ್ ಟೆಂಡರ್ ಪ್ರಕಟಣೆ (256, 1074, 579, 1088)
table-cell: ಖಾಲಿ (557, 216, 574, 227)
minor-irrigation-bidar-tender (588, 865, 923, 1080)
office-tel: ದೂರವಾಣಿ : 08156-275557, ಫ್ಯಾಕ್ಸ್:08156-274742 (25, 1077, 159, 1084)
table-header: ಅಂದಾಜು ಮೊತ್ತ (ರೂ.ಲಕ್ಷಗಳಲ್ಲಿ) (439, 1123, 531, 1134)
issue-day: ಭಾನುವಾರ (891, 37, 929, 50)
